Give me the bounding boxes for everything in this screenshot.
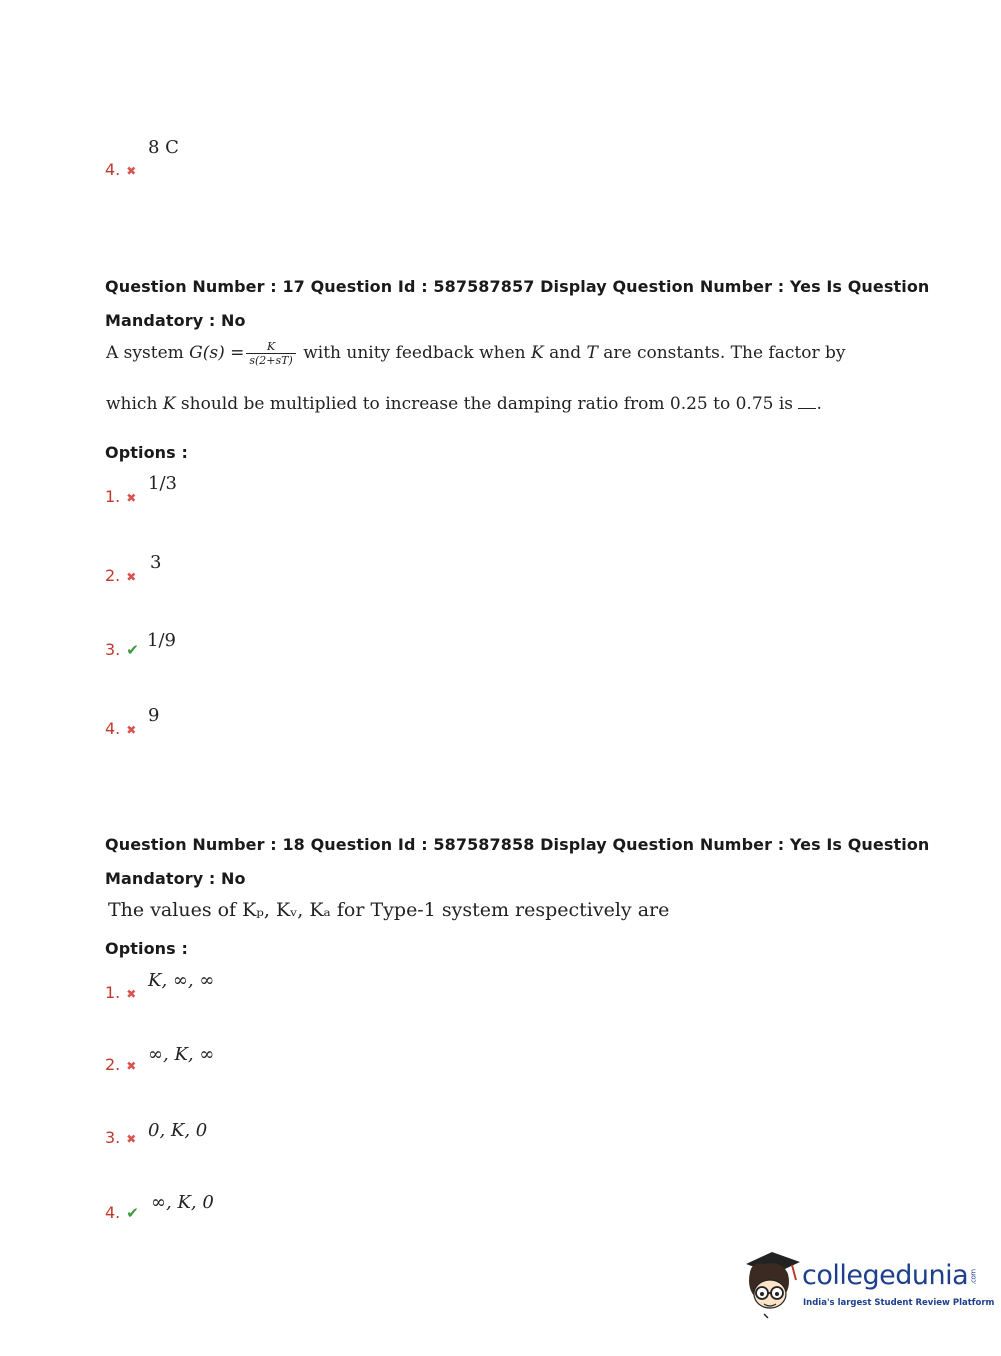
wrong-mark-icon: ✖ [126,1059,137,1073]
logo-name: collegedunia [802,1260,969,1291]
q18-option-2: 2. ✖ [105,1055,137,1074]
correct-mark-icon: ✔ [126,641,139,659]
q18-question: The values of Kₚ, Kᵥ, Kₐ for Type-1 system respectively are [108,899,670,921]
q17-mandatory: Mandatory : No [105,311,246,330]
wrong-mark-icon: ✖ [126,164,137,178]
wrong-mark-icon: ✖ [126,1132,137,1146]
wrong-mark-icon: ✖ [126,491,137,505]
q17-option-2-text: 3 [150,552,162,573]
answer-blank [798,408,816,409]
wrong-mark-icon: ✖ [126,723,137,737]
q17-option-1: 1. ✖ [105,487,137,506]
fraction: $\frac{K}{s(2+sT)}$ [246,340,295,367]
q18-option-4-text: ∞, K, 0 [151,1192,214,1213]
q17-option-3: 3. ✔ [105,640,139,659]
q17-question-line-1: A system G(s) = $\frac{K}{s(2+sT)}$ with unity feedback when K and T are constants. The factor by [106,340,846,367]
q18-mandatory: Mandatory : No [105,869,246,888]
q17-question-line-2: which K should be multiplied to increase the damping ratio from 0.25 to 0.75 is . [106,394,822,414]
q18-option-3: 3. ✖ [105,1128,137,1147]
q18-option-1: 1. ✖ [105,983,137,1002]
option-number: 4. [105,160,121,179]
q17-option-4-text: 9 [148,705,160,726]
logo-tagline: India's largest Student Review Platform [803,1298,995,1308]
wrong-mark-icon: ✖ [126,570,137,584]
q18-option-1-text: K, ∞, ∞ [148,970,215,991]
prev-option-4 [105,160,136,179]
q17-option-2: 2. ✖ [105,566,137,585]
logo-suffix: .com [969,1268,978,1285]
q17-options-label: Options : [105,443,188,462]
collegedunia-logo [742,1250,995,1320]
mascot-icon [742,1250,802,1320]
q17-option-3-text: 1/9 [147,630,176,651]
q17-header: Question Number : 17 Question Id : 587587857 Display Question Number : Yes Is Question [105,277,930,296]
q18-option-2-text: ∞, K, ∞ [148,1044,215,1065]
q18-option-4: 4. ✔ [105,1203,139,1222]
q18-header: Question Number : 18 Question Id : 587587858 Display Question Number : Yes Is Question [105,835,930,854]
q17-option-1-text: 1/3 [148,473,177,494]
q18-option-3-text: 0, K, 0 [148,1120,208,1141]
wrong-mark-icon: ✖ [126,987,137,1001]
correct-mark-icon: ✔ [126,1204,139,1222]
q18-options-label: Options : [105,939,188,958]
prev-option-4-text: 8 C [148,137,179,158]
q17-option-4: 4. ✖ [105,719,137,738]
